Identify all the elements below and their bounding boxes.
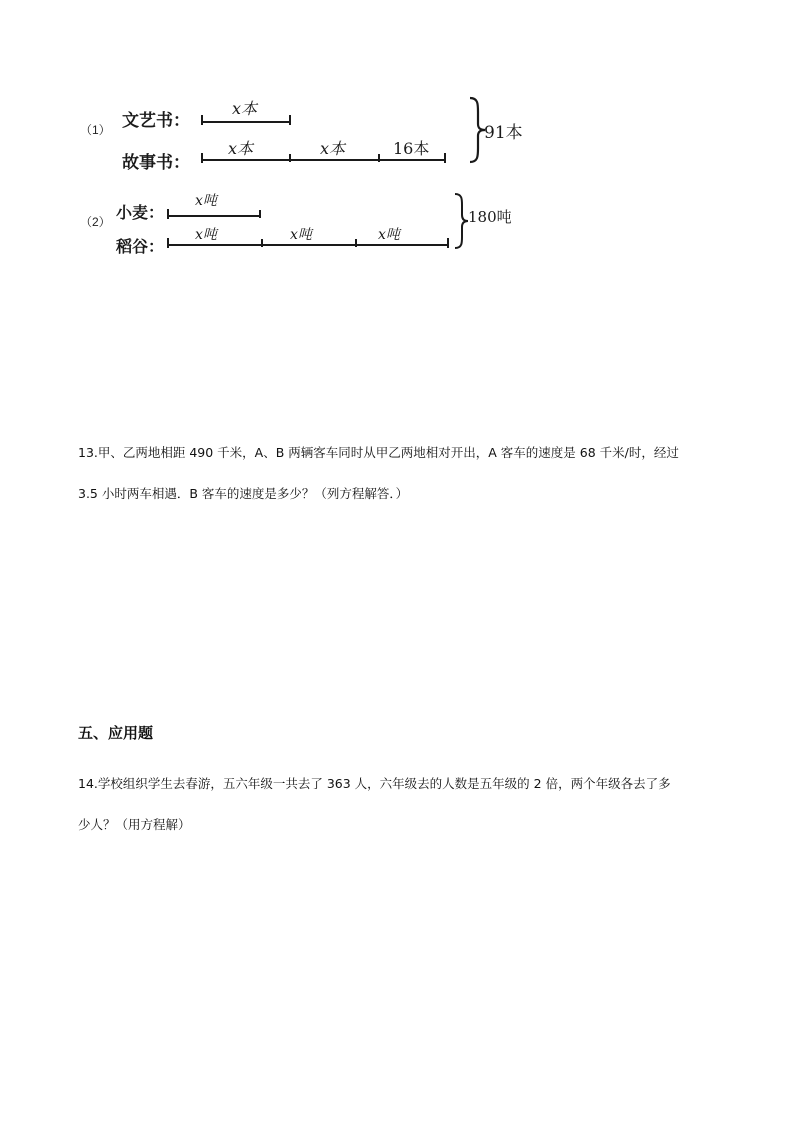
diagram-1-row2-segment-2: x本 <box>320 139 346 158</box>
diagram-2-row1-segment-label: x吨 <box>195 193 217 209</box>
section-5-title: 五、应用题 <box>78 724 154 742</box>
diagram-2-total: 180吨 <box>468 208 512 226</box>
diagram-2-row2-segment-2: x吨 <box>290 227 312 243</box>
question-13-line-2: 3.5 小时两车相遇．B 客车的速度是多少？（列方程解答．） <box>78 486 409 501</box>
diagram-1-total: 91本 <box>484 123 523 143</box>
diagram-1-row2-tick-1 <box>289 154 291 162</box>
diagram-1-row2-bar <box>202 159 446 161</box>
diagram-1-row2-tick-2 <box>378 154 380 162</box>
diagram-1-row1-label: 文艺书： <box>122 111 190 131</box>
diagram-1-index: （1） <box>80 123 111 137</box>
diagram-2 <box>0 180 794 260</box>
diagram-2-row2-tick-1 <box>261 239 263 247</box>
diagram-1-row1-bar <box>202 121 291 123</box>
diagram-1 <box>0 0 794 180</box>
diagram-1-row1-tick-end <box>289 115 291 125</box>
diagram-2-row2-label: 稻谷： <box>116 237 165 256</box>
diagram-1-row1-tick-start <box>201 115 203 125</box>
diagram-2-row1-label: 小麦： <box>116 203 165 222</box>
diagram-2-row1-tick-end <box>259 210 261 218</box>
diagram-2-row2-tick-3 <box>447 238 449 248</box>
diagram-2-row2-segment-1: x吨 <box>195 227 217 243</box>
diagram-2-row2-bar <box>168 244 448 246</box>
diagram-2-row1-bar <box>168 215 260 217</box>
question-14-line-1: 14.学校组织学生去春游，五六年级一共去了 363 人，六年级去的人数是五年级的 2 倍，两个年级各去了多 <box>78 776 671 791</box>
diagram-2-index: （2） <box>80 215 111 229</box>
diagram-1-row2-tick-3 <box>444 153 446 163</box>
diagram-2-row2-segment-3: x吨 <box>378 227 400 243</box>
diagram-1-row2-tick-0 <box>201 153 203 163</box>
question-14-line-2: 少人？（用方程解） <box>78 817 191 832</box>
diagram-2-row2-tick-2 <box>355 239 357 247</box>
diagram-1-row1-segment-label: x本 <box>232 99 258 118</box>
diagram-2-row1-tick-start <box>167 209 169 219</box>
diagram-1-row2-segment-3: 16本 <box>393 139 430 158</box>
diagram-1-row2-segment-1: x本 <box>228 139 254 158</box>
diagram-1-row2-label: 故事书： <box>122 153 190 173</box>
diagram-2-row2-tick-0 <box>167 238 169 248</box>
question-13-line-1: 13.甲、乙两地相距 490 千米，A、B 两辆客车同时从甲乙两地相对开出，A 客车的速度是 68 千米/时，经过 <box>78 445 679 460</box>
